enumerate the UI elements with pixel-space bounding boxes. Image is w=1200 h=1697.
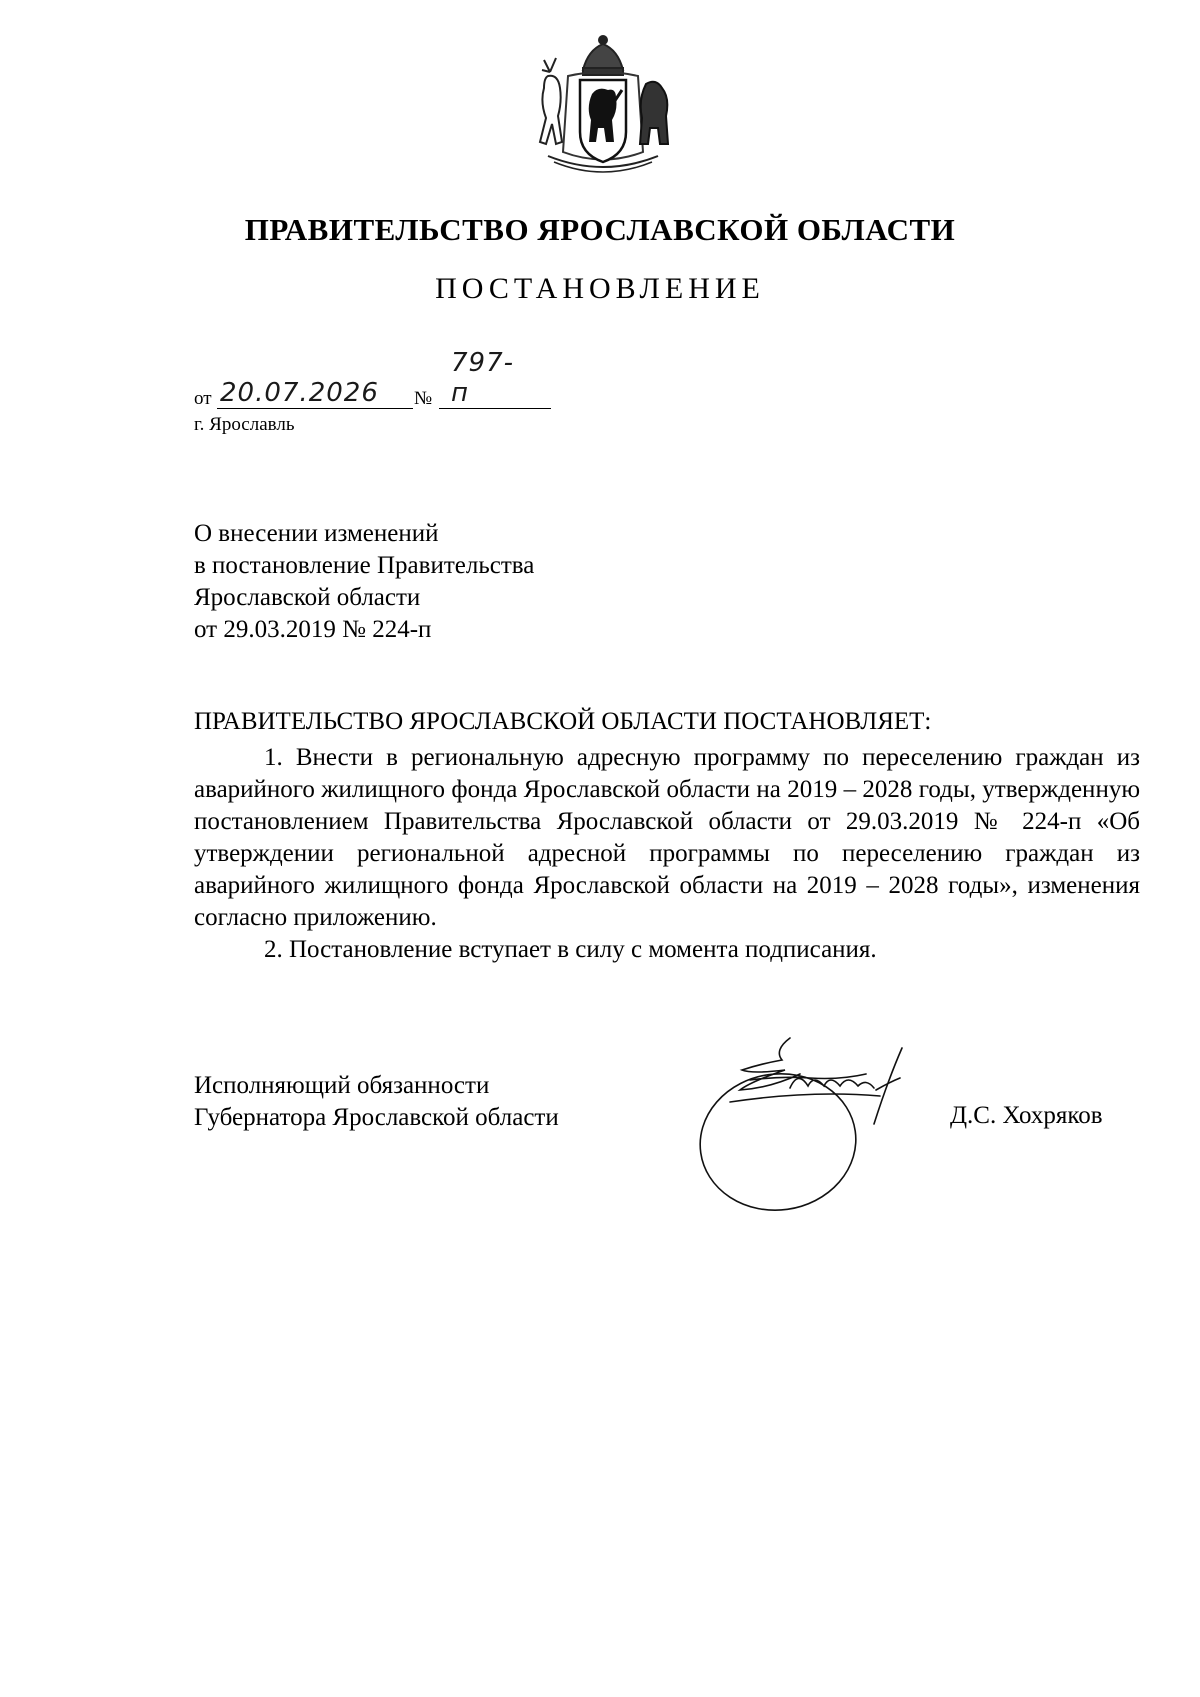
date-prefix: от (194, 388, 212, 409)
position-line: Исполняющий обязанности (194, 1072, 490, 1099)
document-type: ПОСТАНОВЛЕНИЕ (435, 272, 765, 305)
coat-of-arms-icon (528, 32, 678, 182)
subject-line: Ярославской области (194, 584, 421, 611)
signatory-position (194, 1070, 559, 1134)
handwritten-signature-icon (690, 1030, 990, 1230)
subject-line: от 29.03.2019 № 224-п (194, 616, 432, 643)
document-subject (194, 518, 534, 646)
number-prefix: № (414, 388, 433, 409)
position-line: Губернатора Ярославской области (194, 1104, 559, 1131)
city-label: г. Ярославль (194, 414, 295, 435)
decree-paragraph-2: 2. Постановление вступает в силу с момента подписания. (264, 936, 877, 963)
signatory-name: Д.С. Хохряков (950, 1102, 1103, 1129)
decree-body (194, 742, 1140, 966)
decree-paragraph-1: 1. Внести в региональную адресную программу по переселению граждан из аварийного жилищного фонда Ярославской области на 2019 – 2028 годы, утвержденную постановлением Правительства Ярославской области от 29.03.2019 № 224-п «Об утверждении региональной адресной программы по переселению граждан из аварийного жилищного фонда Ярославской области на 2019 – 2028 годы», изменения согласно приложению. (194, 744, 1140, 931)
subject-line: в постановление Правительства (194, 552, 535, 579)
handwritten-date: 20.07.2026 (220, 378, 379, 408)
organization-title: ПРАВИТЕЛЬСТВО ЯРОСЛАВСКОЙ ОБЛАСТИ (244, 212, 956, 247)
handwritten-number: 797-п (451, 348, 515, 408)
decree-heading: ПРАВИТЕЛЬСТВО ЯРОСЛАВСКОЙ ОБЛАСТИ ПОСТАНОВЛЯЕТ: (194, 708, 932, 735)
subject-line: О внесении изменений (194, 520, 439, 547)
